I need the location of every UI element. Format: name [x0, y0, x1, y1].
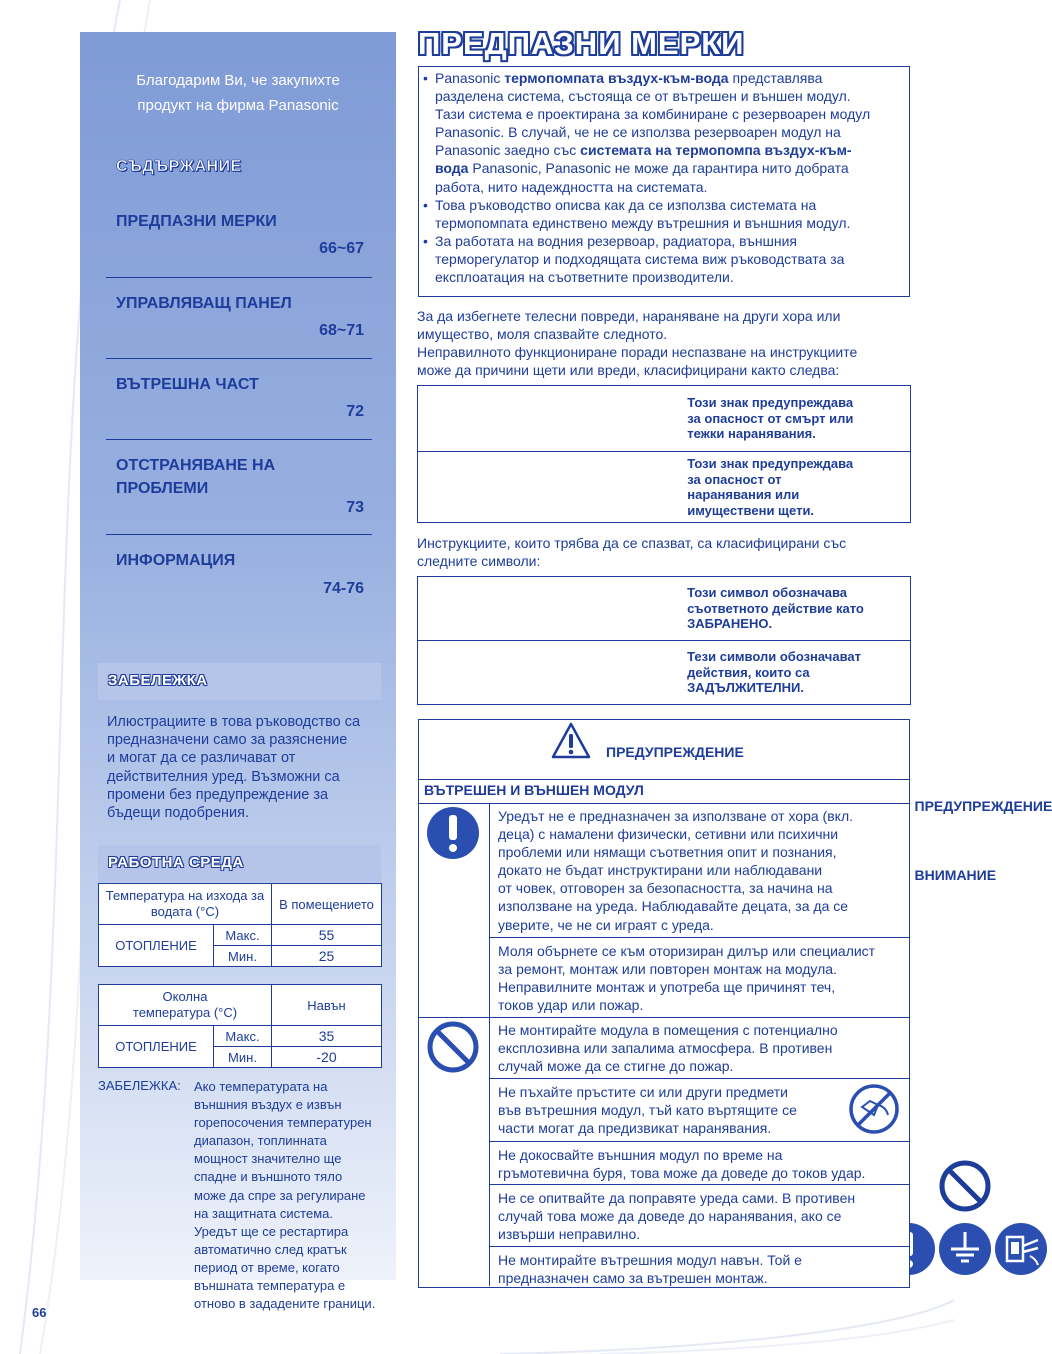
symbols-paragraph [417, 534, 912, 570]
text-line: може да причини щети или вреди, класифицирани както следва: [417, 362, 840, 379]
text-line: разделена система, състояща се от вътрешен и външен модул. [435, 88, 851, 105]
desc-line: за опасност от смърт или [687, 410, 854, 426]
desc-line: наранявания или [687, 487, 800, 502]
page-number: 66 [32, 1305, 47, 1320]
divider [418, 803, 909, 804]
toc-page: 74-76 [323, 580, 364, 597]
warning-item [498, 942, 875, 1014]
toc-title: УПРАВЛЯВАЩ ПАНЕЛ [116, 295, 292, 312]
ambient-temperature-table [98, 984, 382, 1068]
limit-label: Мин. [214, 946, 272, 967]
toc-divider [106, 358, 372, 359]
unit-section-title: ВЪТРЕШЕН И ВЪНШЕН МОДУЛ [424, 782, 644, 798]
prohibited-description [684, 577, 910, 641]
footnote-line: диапазон, топлинната [194, 1133, 327, 1149]
text-line: Не монтирайте модула в помещения с потенциално [498, 1022, 838, 1038]
text-line: Не докосвайте външния модул по време на [498, 1147, 783, 1163]
limit-label: Мин. [214, 1047, 272, 1068]
text-line: проблеми или нямащи съответния опит и познания, [498, 844, 837, 861]
footnote-line: Уредът ще се рестартира [194, 1223, 349, 1239]
mandatory-description [684, 641, 910, 705]
caution-description [684, 452, 910, 523]
note-line: предназначени само за разяснение [107, 732, 348, 749]
bullet-item [435, 232, 901, 286]
toc-page: 66~67 [319, 240, 364, 257]
divider [489, 1184, 909, 1185]
limit-label: Макс. [214, 1026, 272, 1047]
note-heading-bar [98, 663, 381, 700]
intro-line: Благодарим Ви, че закупихте [136, 72, 340, 89]
text-span: Panasonic заедно със [435, 142, 581, 159]
desc-line: ЗАБРАНЕНО. [687, 616, 773, 632]
bullet-item [435, 196, 901, 232]
page-title: ПРЕДПАЗНИ МЕРКИ [418, 26, 745, 61]
toc-title: ВЪТРЕШНА ЧАСТ [116, 376, 259, 393]
note-line: и могат да се различават от [107, 750, 296, 767]
divider [489, 937, 909, 938]
text-span: Panasonic, Panasonic не може да гарантира нито добрата [468, 160, 849, 177]
caution-label: ВНИМАНИЕ [914, 866, 997, 883]
header-line: водата (°C) [150, 904, 220, 919]
text-line: за ремонт, монтаж или повторен монтаж на модула. [498, 961, 837, 978]
text-line: експлозивна или запалима атмосфера. В противен [498, 1040, 833, 1057]
bullet-item [435, 69, 901, 196]
toc-title: ИНФОРМАЦИЯ [116, 552, 236, 569]
column-divider [489, 803, 490, 1286]
text-line: случай това може да доведе до наранявания, ако се [498, 1208, 842, 1225]
toc-page: 73 [346, 499, 364, 516]
limit-value: 25 [272, 946, 382, 967]
toc-item-troubleshooting[interactable] [116, 454, 372, 516]
desc-line: ЗАДЪЛЖИТЕЛНИ. [687, 680, 804, 696]
warning-triangle-icon [551, 722, 591, 760]
earth-ground-icon [938, 1222, 992, 1276]
desc-line: за опасност от [687, 471, 782, 487]
text-line: Инструкциите, които трябва да се спазват, са класифицирани със [417, 535, 847, 551]
mode-cell: ОТОПЛЕНИЕ [99, 925, 214, 967]
text-line: уверите, че не си играят с уреда. [498, 916, 714, 933]
footnote-line: спадне и външното тяло [194, 1169, 343, 1185]
text-line: • Това ръководство описва как да се използва системата на [435, 196, 817, 213]
text-line: Уредът не е предназначен за използване от хора (вкл. [498, 808, 853, 824]
divider [489, 1078, 909, 1079]
text-line: извърши неправилно. [498, 1226, 641, 1243]
text-line: Моля обърнете се към оторизиран дилър или специалист [498, 943, 876, 959]
text-line: имущество, моля спазвайте следното. [417, 326, 668, 343]
mode-cell: ОТОПЛЕНИЕ [99, 1026, 214, 1068]
note-line: Илюстрациите в това ръководство са [107, 714, 361, 730]
divider [418, 779, 909, 780]
desc-line: тежки наранявания. [687, 426, 816, 442]
warning-description [684, 386, 910, 452]
text-line: работа, нито надеждността на системата. [435, 178, 708, 195]
desc-line: Този символ обозначава [687, 585, 848, 601]
text-line: експлоатация на съответните производители. [435, 269, 734, 286]
warning-section-heading: ПРЕДУПРЕЖДЕНИЕ [606, 744, 744, 760]
note-line: бъдещи подобрения. [107, 805, 250, 822]
text-line: термопомпата единствено между вътрешния и външния модул. [435, 214, 851, 231]
divider [418, 1017, 909, 1018]
footnote-line: отново в зададените граници. [194, 1296, 376, 1312]
footnote-label: ЗАБЕЛЕЖКА: [98, 1078, 181, 1093]
text-line: токов удар или пожар. [498, 997, 644, 1014]
footnote-line: външния въздух е извън [194, 1097, 342, 1113]
table-header [99, 985, 272, 1026]
intro-box [418, 66, 910, 297]
text-span: Panasonic [435, 70, 505, 86]
text-line: Тази система е проектирана за комбиниране с резервоарен модул [435, 106, 871, 123]
footnote-line: външната температура е [194, 1278, 346, 1294]
text-line: Не се опитвайте да поправяте уреда сами. В противен [498, 1190, 856, 1206]
text-line: За да избегнете телесни повреди, нараняване на други хора или [417, 308, 841, 324]
prohibited-symbol-cell [418, 577, 685, 641]
text-line: Не пъхайте пръстите си или други предмети [498, 1084, 788, 1100]
desc-line: имуществени щети. [687, 502, 815, 518]
footnote-line: Ако температурата на [194, 1079, 328, 1094]
water-temperature-table [98, 883, 382, 967]
footnote-line: горепосочения температурен [194, 1115, 372, 1131]
footnote-line: период от време, когато [194, 1259, 340, 1275]
toc-title: ОТСТРАНЯВАНЕ НА [116, 457, 276, 474]
intro-paragraph [417, 307, 912, 379]
warning-item [498, 1021, 838, 1075]
text-line: Panasonic. В случай, че не се използва резервоарен модул на [435, 124, 841, 141]
footnote-line: може да спре за регулиране [194, 1187, 366, 1203]
symbols-table [417, 576, 911, 705]
toc-divider [106, 534, 372, 535]
text-line: терморегулатор и подходящата система виж ръководствата за [435, 250, 845, 267]
table-header: В помещението [272, 884, 382, 925]
warning-item [498, 1146, 865, 1182]
text-line: предназначен само за вътрешен монтаж. [498, 1270, 768, 1287]
toc-item-control-panel[interactable] [116, 292, 372, 339]
table-header [99, 884, 272, 925]
toc-item-indoor-unit[interactable] [116, 373, 372, 420]
header-line: Околна [162, 989, 208, 1004]
text-line: деца) с намалени физически, сетивни или психични [498, 826, 839, 843]
toc-title: ПРОБЛЕМИ [116, 480, 209, 497]
desc-line: Тези символи обозначават [687, 649, 862, 665]
note-text [107, 713, 377, 822]
footnote-line: на защитната система. [194, 1205, 333, 1221]
bold-span: системата на термопомпа въздух-към- [580, 142, 852, 159]
toc-title: ПРЕДПАЗНИ МЕРКИ [116, 213, 277, 230]
toc-item-information[interactable] [116, 549, 372, 597]
text-line: Неправилното функциониране поради неспазване на инструкциите [417, 344, 858, 361]
footnote-text [194, 1078, 384, 1313]
toc-divider [106, 277, 372, 278]
environment-heading-bar [98, 845, 381, 882]
limit-value: 55 [272, 925, 382, 946]
text-line: използване на уреда. Наблюдавайте децата, за да се [498, 898, 849, 915]
footnote-line: автоматично след кратък [194, 1241, 347, 1257]
warning-item [498, 807, 853, 934]
limit-value: 35 [272, 1026, 382, 1047]
limit-value: -20 [272, 1047, 382, 1068]
toc-page: 72 [346, 403, 364, 420]
text-line: следните символи: [417, 553, 541, 570]
toc-item-precautions[interactable] [116, 210, 372, 257]
text-line: от човек, отговорен за безопасността, за начина на [498, 880, 833, 897]
text-line: Неправилните монтаж и употреба ще причинят теч, [498, 979, 836, 996]
warning-label: ПРЕДУПРЕЖДЕНИЕ [914, 797, 1052, 814]
header-line: Температура на изхода за [105, 888, 265, 903]
contents-heading: СЪДЪРЖАНИЕ [116, 158, 242, 175]
no-fingers-icon [848, 1083, 900, 1135]
prohibited-icon [426, 1020, 480, 1074]
desc-line: Този знак предупреждава [687, 456, 854, 471]
intro-line: продукт на фирма Panasonic [137, 97, 339, 114]
desc-line: Този знак предупреждава [687, 395, 854, 411]
bold-span: вода [435, 160, 469, 177]
environment-heading: РАБОТНА СРЕДА [108, 854, 244, 871]
note-heading: ЗАБЕЛЕЖКА [108, 672, 208, 689]
limit-label: Макс. [214, 925, 272, 946]
intro-bullets [419, 67, 909, 286]
text-line: докато не бъдат инструктирани или наблюдавани [498, 862, 823, 879]
prohibited-icon [938, 1159, 992, 1213]
bold-span: термопомпата въздух-към-вода [504, 70, 729, 86]
text-span: представлява [728, 70, 823, 86]
header-line: температура (°C) [132, 1005, 238, 1020]
unplug-power-icon [994, 1222, 1048, 1276]
warning-item [498, 1251, 802, 1287]
toc-divider [106, 439, 372, 440]
mandatory-symbols-cell [418, 641, 685, 705]
warning-item [498, 1083, 797, 1137]
toc-page: 68~71 [319, 322, 364, 339]
warning-item [498, 1189, 855, 1243]
intro-text [80, 68, 396, 118]
text-line: Не монтирайте вътрешния модул навън. Той е [498, 1252, 802, 1268]
text-line: части могат да предизвикат наранявания. [498, 1120, 772, 1137]
note-line: действителния уред. Възможни са [107, 768, 340, 785]
desc-line: съответното действие като [687, 600, 864, 616]
desc-line: действия, които са [687, 664, 810, 680]
divider [489, 1246, 909, 1247]
text-line: • За работата на водния резервоар, радиатора, външния [435, 232, 797, 249]
text-line: гръмотевична буря, това може да доведе до токов удар. [498, 1165, 866, 1182]
text-line: във вътрешния модул, тъй като въртящите се [498, 1102, 797, 1119]
divider [489, 1141, 909, 1142]
note-line: промени без предупреждение за [107, 786, 329, 803]
footnote-line: мощност значително ще [194, 1151, 342, 1167]
text-line: случай може да се стигне до пожар. [498, 1058, 734, 1075]
mandatory-action-icon [426, 806, 480, 860]
table-header: Навън [272, 985, 382, 1026]
